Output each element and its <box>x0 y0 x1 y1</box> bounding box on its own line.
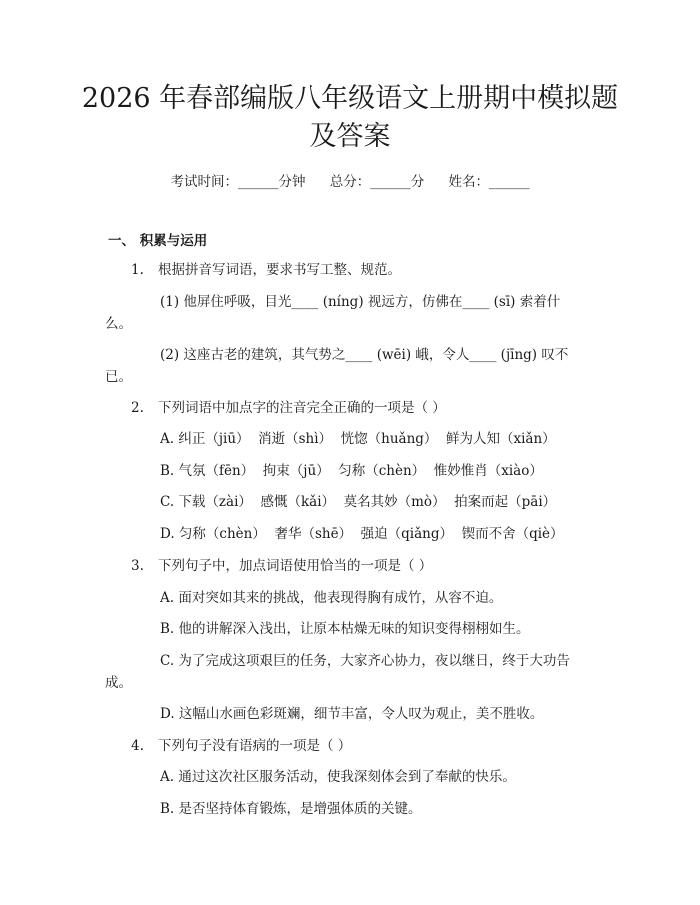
student-name: 姓名：______ <box>448 174 530 190</box>
exam-meta <box>0 172 700 192</box>
q1-sub1-line1: (1) 他屏住呼吸，目光____ (níng) 视远方，仿佛在____ (sī) 索着什 <box>160 294 561 310</box>
question-stem: 下列句子中，加点词语使用恰当的一项是（ ） <box>158 558 433 574</box>
q3-option-c-line2: 成。 <box>105 675 132 691</box>
question-number: 3. <box>131 558 144 574</box>
exam-score: 总分：______分 <box>329 174 425 190</box>
document-title-line1: 2026 年春部编版八年级语文上册期中模拟题 <box>81 83 619 114</box>
q1-sub1-line2: 么。 <box>105 316 132 332</box>
q1-sub2-line1: (2) 这座古老的建筑，其气势之____ (wēi) 峨，令人____ (jīng) 叹不 <box>160 347 569 363</box>
question-stem: 下列句子没有语病的一项是（ ） <box>158 738 352 754</box>
q2-option-b: B. 气氛（fēn） 拘束（jū） 匀称（chèn） 惟妙惟肖（xiào） <box>160 463 543 479</box>
document-title-line2: 及答案 <box>309 121 391 152</box>
section-heading: 一、 积累与运用 <box>108 233 208 249</box>
question-number: 2. <box>131 400 144 416</box>
q3-option-b: B. 他的讲解深入浅出，让原本枯燥无味的知识变得栩栩如生。 <box>160 621 530 637</box>
q4-option-a: A. 通过这次社区服务活动，使我深刻体会到了奉献的快乐。 <box>160 769 516 785</box>
q2-option-d: D. 匀称（chèn） 奢华（shē） 强迫（qiǎng） 锲而不舍（qiè） <box>160 526 564 542</box>
q3-option-c-line1: C. 为了完成这项艰巨的任务，大家齐心协力，夜以继日，终于大功告 <box>160 653 570 669</box>
q2-option-c: C. 下载（zài） 感慨（kǎi） 莫名其妙（mò） 拍案而起（pāi） <box>160 494 557 510</box>
q1-sub2-line2: 已。 <box>105 369 132 385</box>
q3-option-d: D. 这幅山水画色彩斑斓，细节丰富，令人叹为观止，美不胜收。 <box>160 706 544 722</box>
question-stem: 根据拼音写词语，要求书写工整、规范。 <box>158 262 401 278</box>
exam-time: 考试时间：______分钟 <box>170 174 306 190</box>
question-number: 4. <box>131 738 144 754</box>
q2-option-a: A. 纠正（jiū） 消逝（shì） 恍惚（huǎng） 鲜为人知（xiǎn） <box>160 431 556 447</box>
question-stem: 下列词语中加点字的注音完全正确的一项是（ ） <box>158 400 446 416</box>
question-number: 1. <box>131 262 144 278</box>
q3-option-a: A. 面对突如其来的挑战，他表现得胸有成竹，从容不迫。 <box>160 590 503 606</box>
q4-option-b: B. 是否坚持体育锻炼，是增强体质的关键。 <box>160 801 422 817</box>
